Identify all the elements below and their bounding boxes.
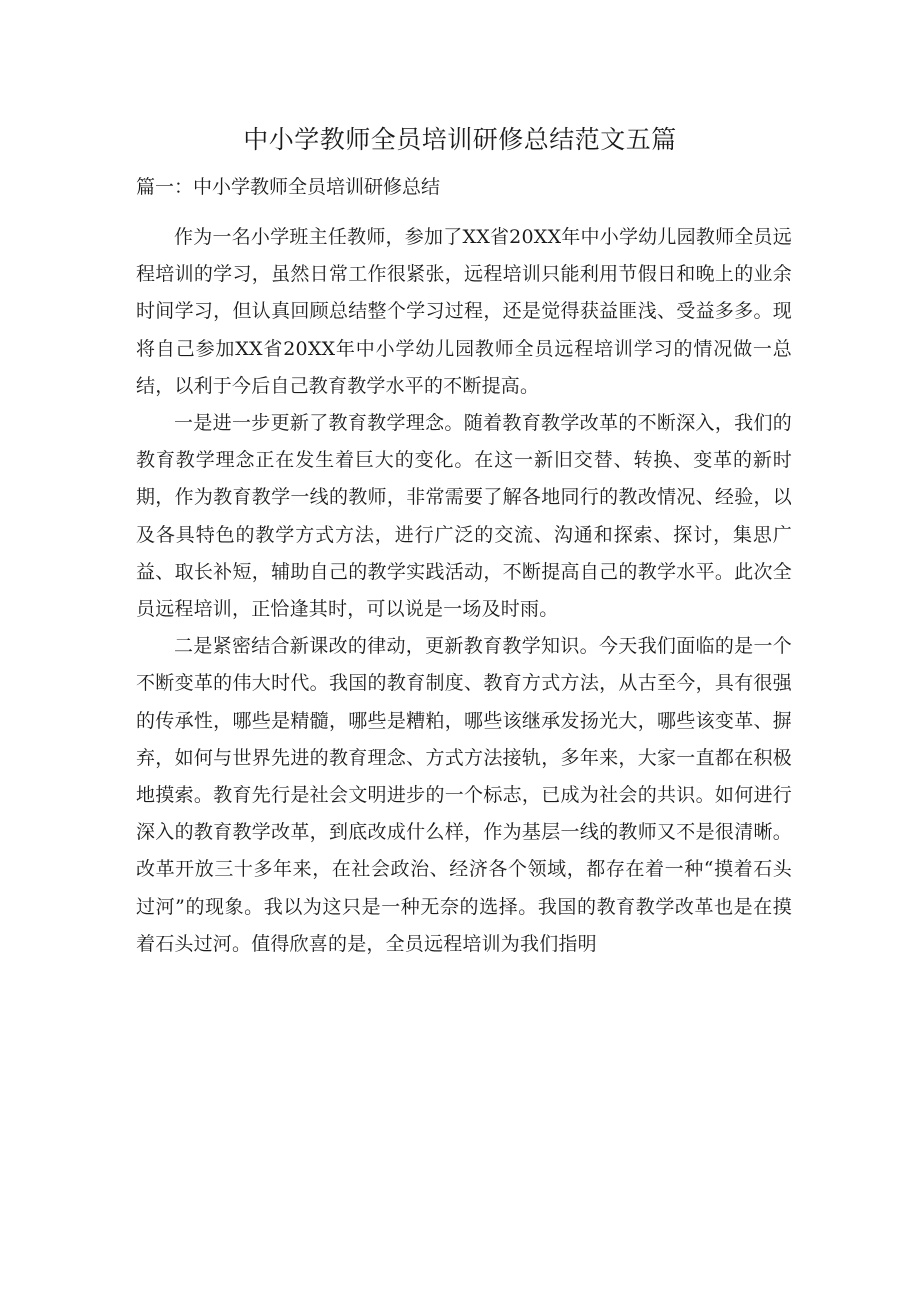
- paragraph-intro: 作为一名小学班主任教师，参加了XX省20XX年中小学幼儿园教师全员远程培训的学习，虽然日常工作很紧张，远程培训只能利用节假日和晚上的业余时间学习，但认真回顾总结整个学习过程，还是觉得获益匪浅、受益多多。现将自己参加XX省20XX年中小学幼儿园教师全员远程培训学习的情况做一总结，以利于今后自己教育教学水平的不断提高。: [136, 226, 792, 397]
- document-body: [136, 219, 792, 963]
- paragraph-point-two: 二是紧密结合新课改的律动，更新教育教学知识。今天我们面临的是一个不断变革的伟大时代。我国的教育制度、教育方式方法，从古至今，具有很强的传承性，哪些是精髓，哪些是糟粕，哪些该继承发扬光大，哪些该变革、摒弃，如何与世界先进的教育理念、方式方法接轨，多年来，大家一直都在积极地摸索。教育先行是社会文明进步的一个标志，已成为社会的共识。如何进行深入的教育教学改革，到底改成什么样，作为基层一线的教师又不是很清晰。改革开放三十多年来，在社会政治、经济各个领域，都存在着一种“摸着石头过河”的现象。我以为这只是一种无奈的选择。我国的教育教学改革也是在摸着石头过河。值得欣喜的是，全员远程培训为我们指明: [136, 635, 792, 955]
- paragraph-point-one: 一是进一步更新了教育教学理念。随着教育教学改革的不断深入，我们的教育教学理念正在发生着巨大的变化。在这一新旧交替、转换、变革的新时期，作为教育教学一线的教师，非常需要了解各地同行的教改情况、经验，以及各具特色的教学方式方法，进行广泛的交流、沟通和探索、探讨，集思广益、取长补短，辅助自己的教学实践活动，不断提高自己的教学水平。此次全员远程培训，正恰逢其时，可以说是一场及时雨。: [136, 412, 792, 621]
- document-title: 中小学教师全员培训研修总结范文五篇: [243, 125, 677, 154]
- section-heading: 篇一：中小学教师全员培训研修总结: [136, 176, 441, 198]
